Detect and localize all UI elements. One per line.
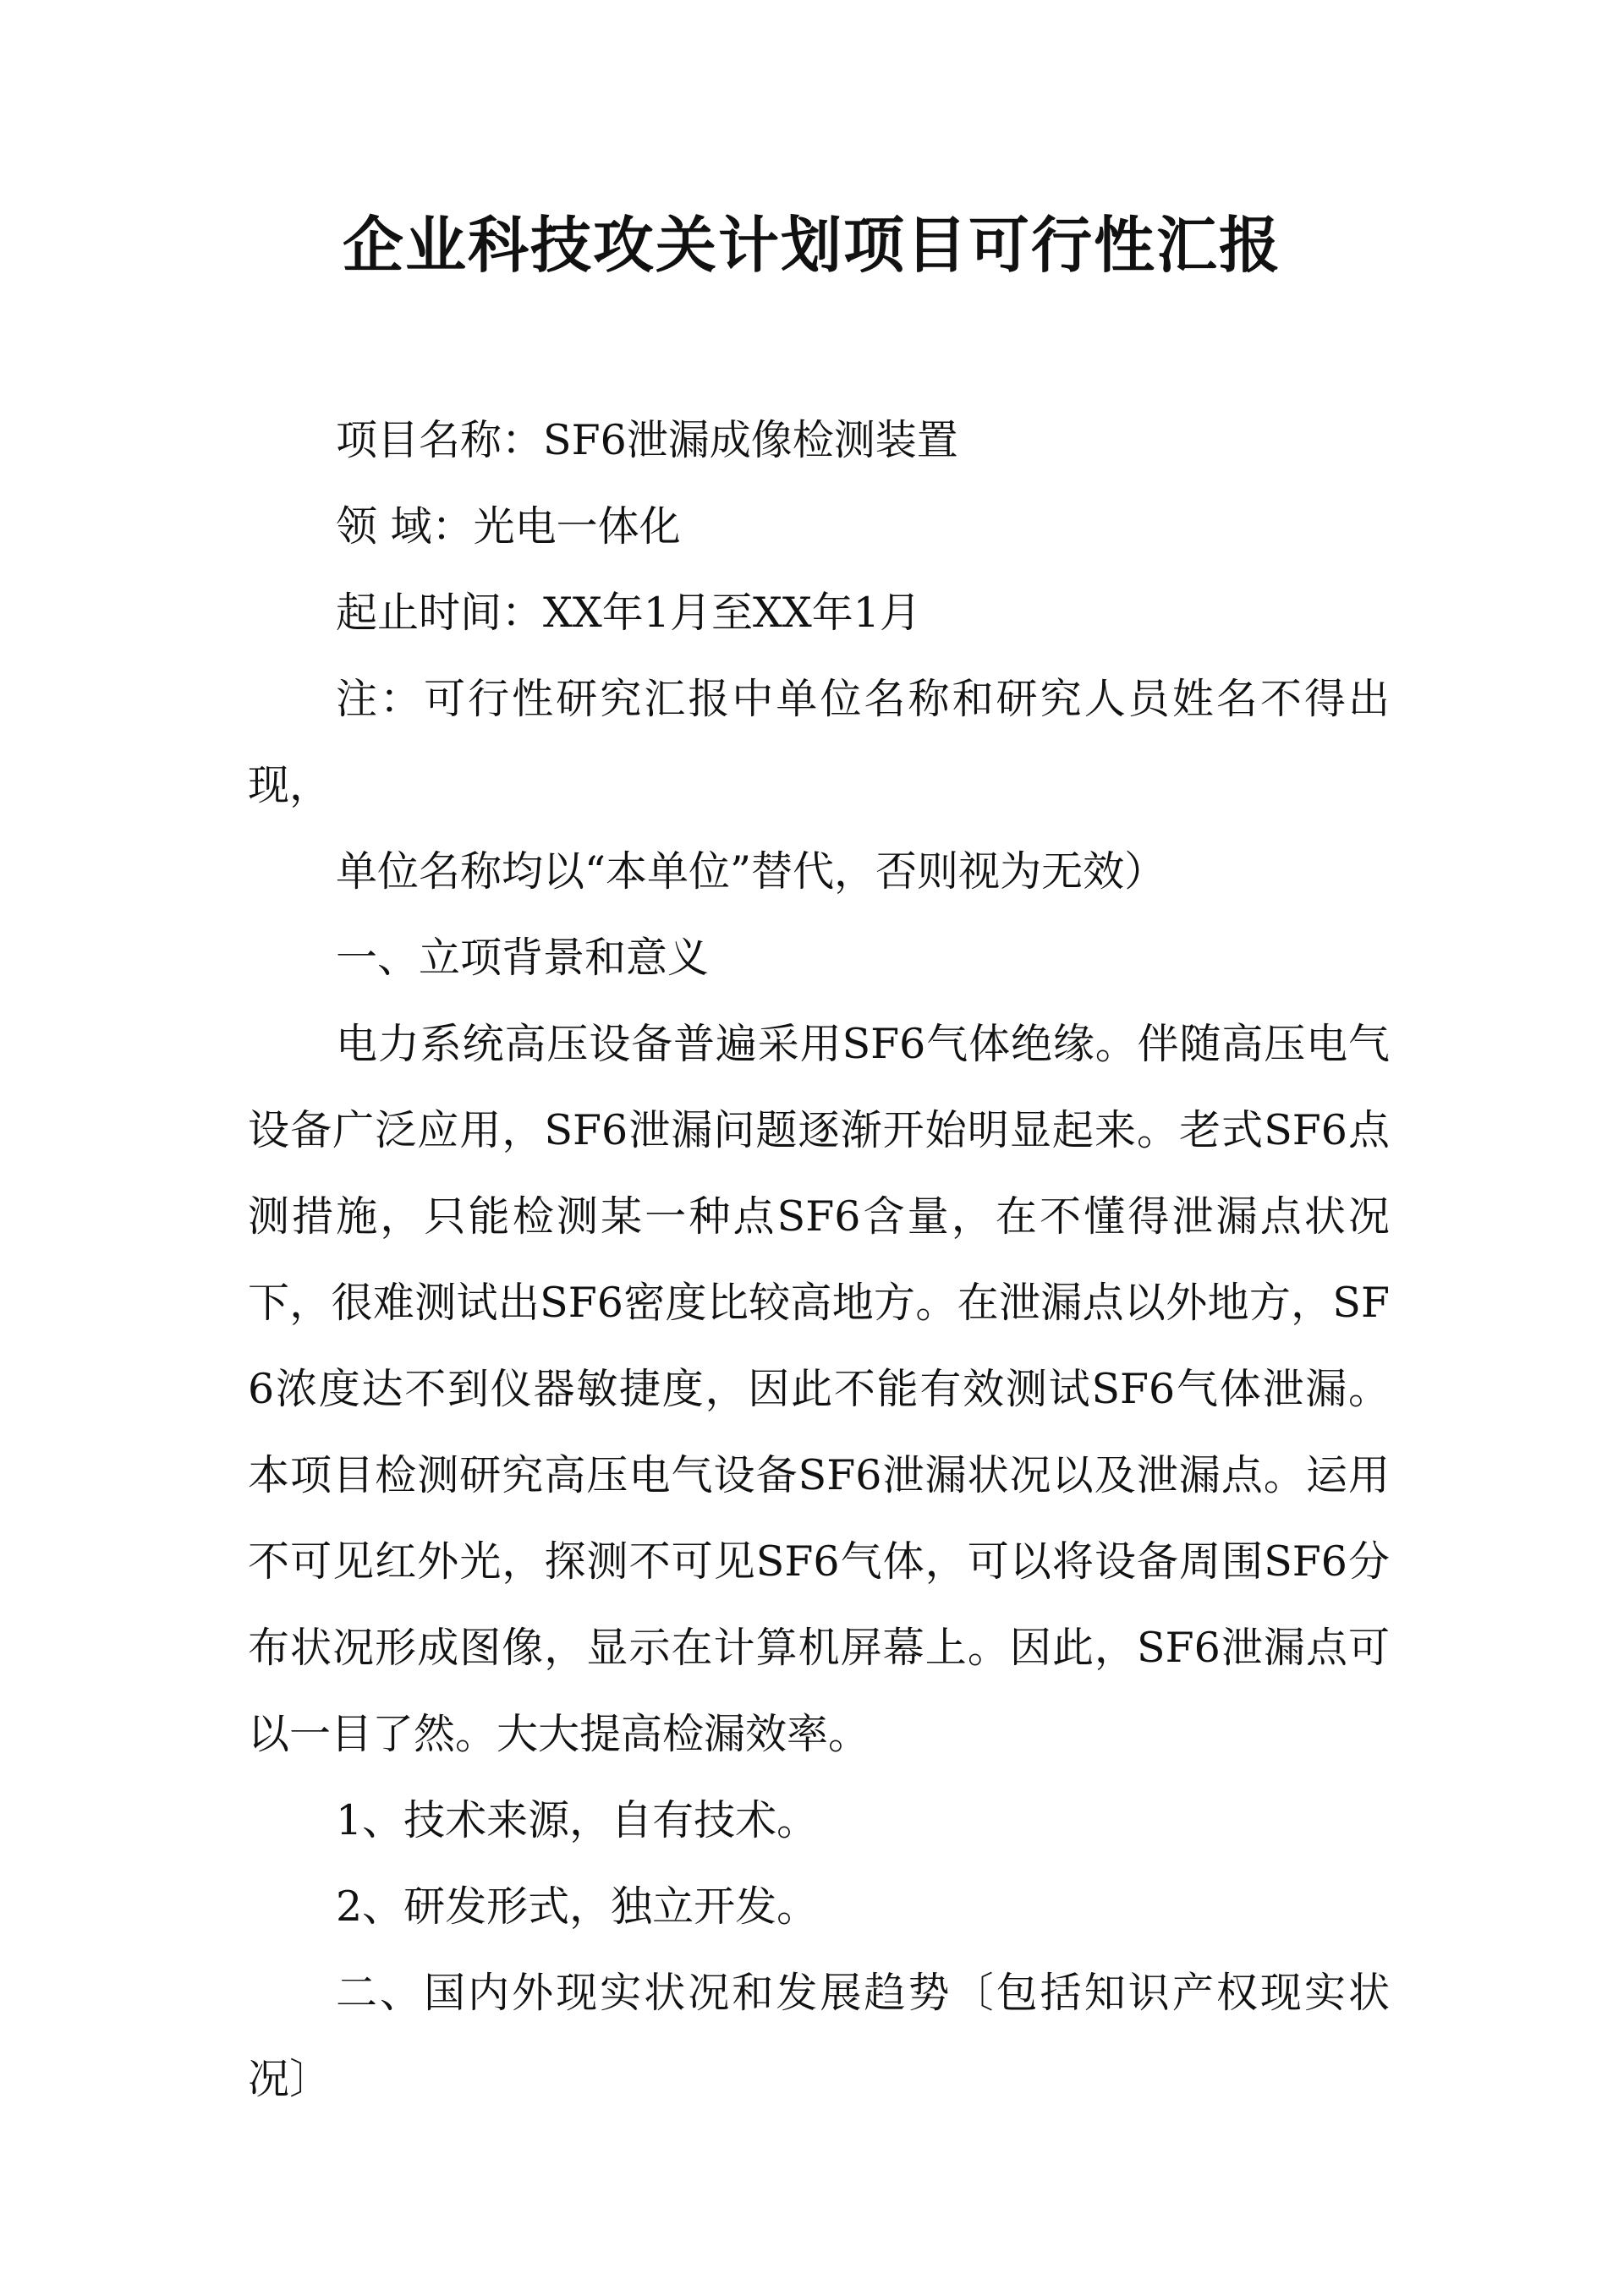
project-name-line: 项目名称：SF6泄漏成像检测装置: [336, 416, 958, 464]
document-title: 企业科技攻关计划项目可行性汇报: [342, 210, 1281, 281]
note-paragraph: 注：可行性研究汇报中单位名称和研究人员姓名不得出现，: [248, 675, 1390, 809]
section-heading-status: 二、国内外现实状况和发展趋势〔包括知识产权现实状况〕: [248, 1969, 1390, 2103]
period-line: 起止时间：XX年1月至XX年1月: [336, 589, 921, 637]
tech-source-line: 1、技术来源，自有技术。: [336, 1796, 819, 1844]
document-body: [248, 397, 1390, 2123]
rd-form-line: 2、研发形式，独立开发。: [336, 1882, 819, 1931]
background-paragraph: 电力系统高压设备普遍采用SF6气体绝缘。伴随高压电气设备广泛应用，SF6泄漏问题逐渐开始明显起来。老式SF6点测措施，只能检测某一种点SF6含量，在不懂得泄漏点状况下，很难测试出SF6密度比较高地方。在泄漏点以外地方，SF6浓度达不到仪器敏捷度，因此不能有效测试SF6气体泄漏。本项目检测研究高压电气设备SF6泄漏状况以及泄漏点。运用不可见红外光，探测不可见SF6气体，可以将设备周围SF6分布状况形成图像，显示在计算机屏幕上。因此，SF6泄漏点可以一目了然。大大提高检漏效率。: [248, 1020, 1390, 1758]
field-line: 领 域：光电一体化: [336, 502, 681, 551]
section-heading-background: 一、立项背景和意义: [336, 934, 710, 982]
note-continuation: 单位名称均以“本单位”替代，否则视为无效）: [336, 847, 1166, 896]
